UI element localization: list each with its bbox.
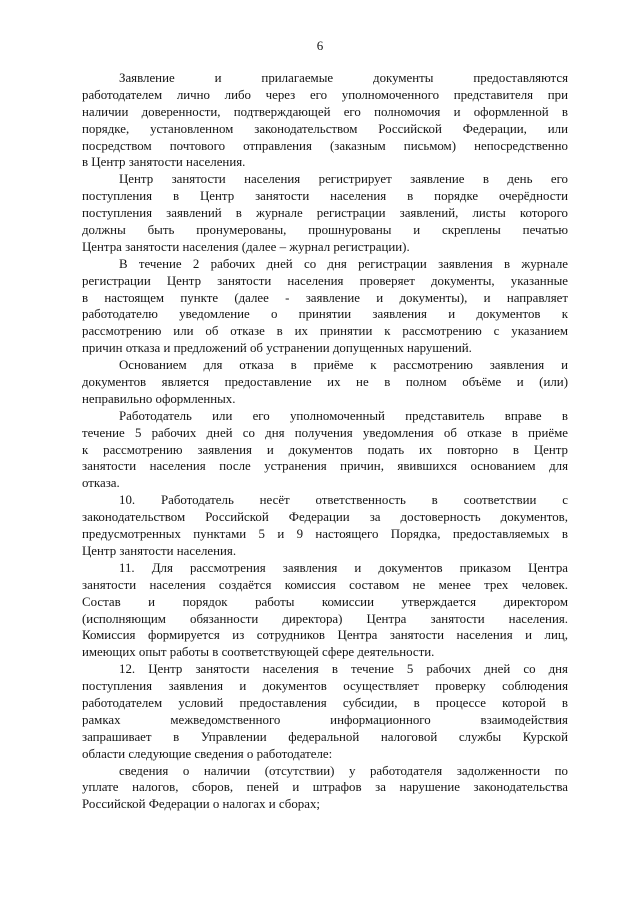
page-number: 6 <box>316 38 324 53</box>
text-line: имеющих опыт работы в соответствующей сфере деятельности. <box>82 645 435 660</box>
text-line: отказа. <box>82 476 120 491</box>
text-line: В течение 2 рабочих дней со дня регистрации заявления в журнале <box>119 256 568 271</box>
text-line: Центра занятости населения (далее – журнал регистрации). <box>82 239 410 254</box>
text-line: сведения о наличии (отсутствии) у работодателя задолженности по <box>119 763 568 778</box>
text-line: в настоящем пункте (далее - заявление и документы), и направляет <box>82 290 568 305</box>
text-line: неправильно оформленных. <box>82 391 236 406</box>
text-line: поступления в Центр занятости населения в порядке очерёдности <box>82 189 568 204</box>
document-body <box>82 70 568 813</box>
text-line: рамках межведомственного информационного взаимодействия <box>82 712 568 727</box>
text-line: Заявление и прилагаемые документы предоставляются <box>119 71 568 85</box>
text-line: занятости населения создаётся комиссия составом не менее трех человек. <box>82 577 568 592</box>
text-line: течение 5 рабочих дней со дня получения уведомления об отказе в приёме <box>82 425 568 440</box>
text-line: Основанием для отказа в приёме к рассмотрению заявления и <box>119 358 568 373</box>
text-line: Работодатель или его уполномоченный представитель вправе в <box>119 408 568 423</box>
text-line: Состав и порядок работы комиссии утверждается директором <box>82 594 568 609</box>
text-line: 11. Для рассмотрения заявления и документов приказом Центра <box>119 560 568 575</box>
text-line: поступления заявления и документов осуществляет проверку соблюдения <box>82 679 568 694</box>
text-line: области следующие сведения о работодателе: <box>82 746 333 761</box>
text-line: рассмотрению или об отказе в их принятии к рассмотрению с указанием <box>82 324 568 339</box>
text-line: 10. Работодатель несёт ответственность в соответствии с <box>119 493 568 508</box>
text-line: регистрации Центр занятости населения проверяет документы, указанные <box>82 273 568 288</box>
text-line: Центр занятости населения регистрирует заявление в день его <box>119 172 568 187</box>
text-line: 12. Центр занятости населения в течение 5 рабочих дней со дня <box>119 662 568 677</box>
text-line: поступления заявлений в журнале регистрации заявлений, листы которого <box>82 206 568 221</box>
text-line: уплате налогов, сборов, пеней и штрафов за нарушение законодательства <box>82 780 568 795</box>
text-line: работодателем лично либо через его уполномоченного представителя при <box>82 87 568 102</box>
text-line: занятости населения после устранения причин, явившихся основанием для <box>82 459 568 474</box>
text-line: запрашивает в Управлении федеральной налоговой службы Курской <box>82 729 568 744</box>
text-line: причин отказа и предложений об устранении допущенных нарушений. <box>82 341 472 356</box>
text-line: порядке, установленном законодательством Российской Федерации, или <box>82 121 568 136</box>
text-line: наличии доверенности, подтверждающей его полномочия и оформленной в <box>82 104 568 119</box>
text-line: работодателю уведомление о принятии заявления и документов к <box>82 307 568 322</box>
text-line: Российской Федерации о налогах и сборах; <box>82 797 321 812</box>
text-line: (исполняющим обязанности директора) Центра занятости населения. <box>82 611 568 626</box>
text-line: предусмотренных пунктами 5 и 9 настоящего Порядка, предоставляемых в <box>82 527 568 542</box>
text-line: в Центр занятости населения. <box>82 155 246 170</box>
text-line: к рассмотрению заявления и документов подать их повторно в Центр <box>82 442 568 457</box>
text-line: законодательством Российской Федерации за достоверность документов, <box>82 510 568 525</box>
text-line: документов является предоставление их не в полном объёме и (или) <box>82 375 568 390</box>
text-line: работодателем условий предоставления субсидии, в процессе которой в <box>82 695 568 710</box>
text-line: Центр занятости населения. <box>82 543 237 558</box>
text-line: должны быть пронумерованы, прошнурованы и скреплены печатью <box>82 223 568 238</box>
text-line: посредством почтового отправления (заказным письмом) непосредственно <box>82 138 568 153</box>
text-line: Комиссия формируется из сотрудников Центра занятости населения и лиц, <box>82 628 568 643</box>
